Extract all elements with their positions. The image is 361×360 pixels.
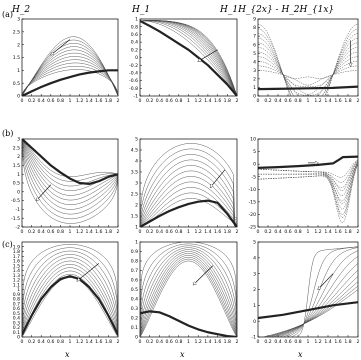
y-tick-label-a2: -0.8 — [129, 86, 138, 92]
row-label-a: (a) — [2, 10, 14, 19]
x-label-col2: x — [180, 350, 185, 359]
panel-grid — [11, 17, 360, 345]
family-curve-b3 — [258, 164, 358, 218]
x-tick-label-c3: 1 — [306, 340, 310, 345]
x-tick-label-b1: 1.8 — [104, 230, 113, 235]
family-curve-a2 — [140, 21, 237, 96]
family-curve-a2 — [140, 21, 237, 96]
family-curve-a3 — [258, 24, 358, 131]
x-tick-label-a3: 1.6 — [334, 99, 342, 104]
y-tick-label-a1: 0.5 — [12, 81, 20, 87]
family-curve-a3 — [258, 71, 358, 86]
col-title-h1: H_1 — [132, 5, 151, 15]
y-tick-label-c1: 1 — [17, 288, 20, 294]
family-curve-c1 — [22, 268, 118, 337]
x-tick-label-c2: 0.8 — [175, 340, 183, 345]
y-tick-label-c2: 0.7 — [130, 269, 138, 275]
trend-arrow-c3 — [318, 274, 333, 290]
x-tick-label-c1: 0.4 — [37, 340, 45, 345]
y-tick-label-c2: 0.8 — [130, 259, 138, 265]
col-title-h2: H_2 — [12, 5, 31, 15]
x-tick-label-c3: 2 — [356, 340, 360, 345]
family-curve-b2 — [140, 143, 237, 227]
panel-a1 — [13, 17, 120, 104]
y-tick-label-a2: -0.4 — [129, 71, 138, 77]
x-tick-label-a3: 0.2 — [264, 99, 272, 104]
y-tick-label-c2: 1 — [135, 240, 138, 246]
family-curve-a2 — [140, 20, 237, 96]
plot-area-b3 — [258, 157, 358, 223]
trend-arrow-b2 — [210, 170, 225, 188]
y-tick-label-c1: 1.5 — [12, 264, 20, 270]
axes-frame-a3 — [258, 19, 358, 96]
y-tick-label-b2: 2.5 — [130, 192, 138, 198]
x-tick-label-b2: 1 — [187, 230, 190, 235]
family-curve-b1 — [22, 139, 118, 195]
x-tick-label-b1: 1.4 — [85, 230, 93, 235]
family-curve-b1 — [22, 139, 118, 181]
y-tick-label-c1: 0.4 — [12, 316, 20, 322]
plot-area-a2 — [140, 20, 237, 96]
y-tick-label-a2: 0.8 — [130, 25, 138, 31]
y-tick-label-a3: 9 — [253, 17, 256, 23]
family-curve-c2 — [140, 250, 237, 337]
x-tick-label-a2: 0.8 — [175, 99, 183, 104]
x-tick-label-c1: 1 — [68, 340, 72, 345]
x-tick-label-b3: 0 — [256, 230, 260, 235]
x-tick-label-a1: 1.8 — [104, 99, 113, 104]
x-tick-label-c2: 0.4 — [155, 340, 164, 345]
x-tick-label-a2: 2 — [235, 99, 239, 104]
x-tick-label-c3: 0 — [256, 340, 260, 345]
x-tick-label-a3: 1 — [306, 99, 310, 104]
x-tick-label-b2: 0 — [138, 230, 142, 235]
y-tick-label-b2: 2 — [135, 203, 138, 209]
y-tick-label-c1: 1.3 — [12, 273, 20, 279]
family-curve-b3 — [258, 163, 358, 214]
y-tick-label-a3: 7 — [253, 34, 256, 40]
y-tick-label-c2: 0.1 — [130, 326, 138, 332]
plot-area-c3 — [258, 247, 358, 342]
y-tick-label-a2: 0.6 — [130, 33, 138, 38]
x-tick-label-a1: 1.6 — [95, 99, 103, 104]
x-tick-label-a1: 1 — [68, 99, 72, 104]
family-curve-b2 — [140, 198, 237, 227]
y-tick-label-c1: 0.6 — [12, 307, 20, 313]
y-tick-label-a3: 0 — [253, 94, 256, 100]
y-tick-label-b2: 1.5 — [130, 214, 138, 220]
y-tick-label-b1: -1 — [15, 208, 20, 213]
y-tick-label-a3: 5 — [253, 51, 256, 57]
plot-area-c1 — [22, 244, 118, 337]
x-tick-label-c2: 1.2 — [194, 340, 202, 345]
x-tick-label-a1: 0.8 — [56, 99, 65, 104]
family-curve-b3 — [258, 160, 358, 183]
x-tick-label-b2: 0.6 — [165, 230, 173, 235]
x-tick-label-b3: 0.4 — [274, 230, 282, 235]
panel-c2 — [131, 240, 239, 345]
row-label-c: (c) — [2, 240, 13, 249]
x-tick-label-c3: 1.8 — [344, 340, 352, 345]
x-tick-label-a3: 0.4 — [274, 99, 282, 104]
x-tick-label-b2: 1.6 — [213, 230, 222, 235]
x-tick-label-a1: 0 — [20, 99, 24, 104]
y-tick-label-c3: 0 — [253, 319, 256, 325]
y-tick-label-c1: 1.8 — [12, 250, 20, 256]
x-tick-label-a3: 2 — [356, 99, 360, 104]
x-tick-label-c1: 1.2 — [75, 340, 84, 345]
y-tick-label-c3: 5 — [253, 240, 256, 246]
y-tick-label-b3: 10 — [250, 137, 256, 143]
y-tick-label-b3: -10 — [248, 187, 256, 193]
x-tick-label-c1: 1.8 — [104, 340, 113, 345]
family-curve-a2 — [140, 20, 237, 96]
plot-area-c2 — [140, 242, 237, 337]
y-tick-label-b3: 0 — [253, 162, 256, 168]
family-curve-b2 — [140, 154, 237, 227]
family-curve-a2 — [140, 21, 237, 96]
x-tick-label-c3: 0.8 — [294, 340, 302, 345]
panel-c3 — [251, 240, 359, 345]
family-curve-c1 — [22, 258, 118, 337]
y-tick-label-a3: 2 — [253, 77, 256, 83]
y-tick-label-b3: -25 — [248, 225, 256, 231]
family-curve-c3 — [258, 290, 358, 338]
x-label-col3: x — [298, 350, 303, 359]
y-tick-label-a3: 6 — [253, 43, 256, 49]
panel-a2 — [129, 17, 239, 104]
x-tick-label-c2: 0.6 — [165, 340, 173, 345]
y-tick-label-a3: 8 — [253, 26, 256, 32]
y-tick-label-b2: 4 — [135, 159, 138, 165]
axes-frame-c3 — [258, 242, 358, 337]
x-tick-label-a2: 0 — [138, 99, 142, 104]
family-curve-c1 — [22, 271, 118, 337]
family-curve-b2 — [140, 160, 237, 227]
family-curve-a2 — [140, 20, 237, 96]
y-tick-label-a2: -0.6 — [129, 79, 138, 85]
x-tick-label-a3: 0.6 — [284, 99, 292, 104]
family-curve-a2 — [140, 21, 237, 96]
y-tick-label-c1: 0.8 — [12, 297, 20, 303]
y-tick-label-c1: 1.1 — [12, 283, 20, 289]
x-tick-label-a3: 1.2 — [314, 99, 322, 104]
y-tick-label-b3: -20 — [248, 213, 256, 219]
y-tick-label-a1: 1 — [17, 68, 20, 74]
y-tick-label-a1: 0 — [17, 94, 20, 100]
y-tick-label-b1: -0.5 — [11, 199, 20, 205]
y-tick-label-c2: 0.4 — [130, 297, 138, 303]
y-tick-label-b3: 5 — [253, 150, 256, 156]
y-tick-label-c2: 0.9 — [130, 250, 138, 256]
x-tick-label-b1: 1.6 — [95, 230, 103, 235]
x-tick-label-b3: 0.8 — [294, 230, 302, 235]
y-tick-label-c2: 0 — [135, 335, 138, 341]
family-curve-c2 — [140, 246, 237, 337]
axes-frame-c1 — [22, 242, 118, 337]
panel-c1 — [13, 242, 120, 345]
axes-frame-a2 — [140, 19, 237, 96]
x-tick-label-c2: 1.6 — [213, 340, 222, 345]
y-tick-label-c1: 1.2 — [12, 278, 20, 284]
x-tick-label-c3: 1.4 — [324, 340, 332, 345]
x-tick-label-c1: 1.4 — [85, 340, 93, 345]
family-curve-b1 — [22, 139, 118, 177]
family-curve-c2 — [140, 252, 237, 338]
x-tick-label-b1: 2 — [116, 230, 120, 235]
family-curve-b3 — [258, 163, 358, 210]
x-tick-label-a1: 2 — [116, 99, 120, 104]
y-tick-label-a2: -0.2 — [129, 63, 138, 69]
y-tick-label-c1: 0.1 — [12, 330, 20, 336]
x-tick-label-b1: 0.4 — [37, 230, 45, 235]
x-tick-label-c3: 1.6 — [334, 340, 342, 345]
x-tick-label-a1: 0.4 — [37, 99, 45, 104]
x-tick-label-c2: 1 — [187, 340, 190, 345]
y-tick-label-c2: 0.6 — [130, 278, 138, 284]
x-tick-label-a2: 1.6 — [213, 99, 222, 104]
y-tick-label-b2: 4.5 — [130, 148, 138, 154]
y-tick-label-b1: 1 — [17, 172, 20, 178]
x-tick-label-b2: 0.4 — [155, 230, 164, 235]
x-tick-label-a2: 1.8 — [223, 99, 231, 104]
x-tick-label-a1: 0.2 — [27, 99, 36, 104]
x-tick-label-a3: 1.8 — [344, 99, 352, 104]
y-tick-label-b1: 1.5 — [12, 164, 20, 169]
family-curve-a2 — [140, 21, 237, 96]
y-tick-label-b2: 3.5 — [130, 170, 138, 176]
y-tick-label-c1: 1.9 — [12, 245, 20, 251]
family-curve-a2 — [140, 21, 237, 96]
plot-area-b2 — [140, 143, 237, 227]
x-tick-label-b3: 1.4 — [324, 230, 332, 235]
x-tick-label-b3: 2 — [356, 230, 360, 235]
y-tick-label-c1: 1.7 — [12, 254, 20, 260]
x-tick-label-b1: 0.6 — [47, 230, 55, 235]
y-tick-label-a1: 2 — [17, 43, 20, 49]
y-tick-label-c3: 3 — [253, 272, 256, 278]
col-title-product: H_1H_{2x} - H_2H_{1x} — [220, 5, 335, 15]
x-tick-label-c3: 0.6 — [284, 340, 292, 345]
bold-series-a2 — [140, 21, 237, 96]
x-tick-label-c3: 1.2 — [314, 340, 322, 345]
y-tick-label-b1: 2.5 — [12, 146, 20, 152]
panel-b1 — [11, 137, 120, 235]
x-tick-label-a3: 0 — [256, 99, 260, 104]
x-tick-label-a2: 1.2 — [194, 99, 202, 104]
family-curve-b3 — [258, 162, 358, 204]
row-label-b: (b) — [2, 129, 14, 138]
family-curve-c1 — [22, 251, 118, 337]
family-curve-a3 — [258, 34, 358, 123]
x-tick-label-c3: 0.2 — [264, 340, 272, 345]
panel-b2 — [131, 137, 239, 235]
x-tick-label-a2: 0.6 — [165, 99, 173, 104]
y-tick-label-c1: 1.4 — [12, 269, 20, 275]
y-tick-label-c1: 0.9 — [12, 292, 20, 298]
x-tick-label-c1: 0 — [20, 340, 24, 345]
plot-area-b1 — [22, 139, 118, 223]
trend-arrow-c2 — [193, 266, 212, 285]
y-tick-label-a3: 1 — [253, 86, 256, 92]
family-curve-c3 — [258, 256, 358, 341]
y-tick-label-c1: 1.6 — [12, 259, 20, 265]
x-tick-label-c1: 1.6 — [95, 340, 103, 345]
x-tick-label-b1: 1 — [68, 230, 72, 235]
family-curve-b3 — [258, 164, 358, 223]
x-tick-label-b3: 0.2 — [264, 230, 272, 235]
y-tick-label-c2: 0.5 — [130, 288, 138, 294]
plot-area-a1 — [22, 37, 118, 96]
panel-a3 — [253, 17, 359, 132]
x-tick-label-c1: 2 — [116, 340, 120, 345]
x-tick-label-b3: 1.8 — [344, 230, 352, 235]
x-tick-label-b2: 2 — [235, 230, 239, 235]
y-tick-label-b2: 3 — [135, 181, 138, 187]
axes-frame-b3 — [258, 139, 358, 227]
family-curve-c2 — [140, 242, 237, 337]
x-tick-label-a1: 0.6 — [47, 99, 55, 104]
y-tick-label-a1: 3 — [17, 17, 20, 23]
y-tick-label-c1: 0.2 — [12, 326, 20, 332]
bold-series-b3 — [258, 157, 358, 168]
x-tick-label-b2: 0.2 — [146, 230, 154, 235]
x-tick-label-b3: 1.2 — [314, 230, 322, 235]
y-tick-label-a1: 2.5 — [12, 30, 20, 36]
bold-series-b1 — [22, 139, 118, 184]
x-tick-label-b2: 1.4 — [204, 230, 212, 235]
bold-series-a3 — [258, 87, 358, 90]
x-tick-label-b2: 0.8 — [175, 230, 183, 235]
x-tick-label-a1: 1.2 — [75, 99, 84, 104]
y-tick-label-c1: 0.7 — [12, 302, 20, 308]
bold-series-c3 — [258, 302, 358, 318]
y-tick-label-c3: 2 — [253, 288, 256, 294]
x-tick-label-a2: 1 — [187, 99, 190, 104]
x-tick-label-c3: 0.4 — [274, 340, 282, 345]
x-tick-label-b2: 1.8 — [223, 230, 231, 235]
y-tick-label-a3: 4 — [253, 60, 256, 66]
x-tick-label-b3: 1.6 — [334, 230, 342, 235]
y-tick-label-c3: -1 — [251, 335, 256, 341]
y-tick-label-a1: 1.5 — [12, 56, 20, 62]
y-tick-label-a2: 1 — [135, 17, 138, 23]
family-curve-c3 — [258, 263, 358, 340]
y-tick-label-c3: 1 — [253, 303, 256, 309]
x-tick-label-b1: 0 — [20, 230, 24, 235]
x-tick-label-c2: 2 — [235, 340, 239, 345]
y-tick-label-a2: 0 — [135, 56, 138, 62]
y-tick-label-b1: 3 — [17, 137, 20, 143]
y-tick-label-b1: 0 — [17, 190, 20, 196]
family-curve-a2 — [140, 20, 237, 96]
y-tick-label-b1: 2 — [17, 155, 20, 161]
y-tick-label-b3: -15 — [248, 200, 256, 206]
family-curve-a2 — [140, 21, 237, 96]
x-tick-label-a3: 0.8 — [294, 99, 302, 104]
x-tick-label-a2: 0.4 — [155, 99, 164, 104]
x-tick-label-a1: 1.4 — [85, 99, 93, 104]
x-tick-label-b1: 1.2 — [75, 230, 84, 235]
axes-frame-c2 — [140, 242, 237, 337]
x-tick-label-c2: 1.8 — [223, 340, 231, 345]
x-tick-label-c2: 1.4 — [204, 340, 212, 345]
x-tick-label-a3: 1.4 — [324, 99, 332, 104]
x-tick-label-c1: 0.2 — [27, 340, 36, 345]
x-tick-label-c2: 0 — [138, 340, 142, 345]
x-tick-label-c1: 0.6 — [47, 340, 55, 345]
y-tick-label-b1: -2 — [15, 225, 20, 231]
y-tick-label-a2: 0.4 — [130, 40, 138, 46]
y-tick-label-c2: 0.3 — [130, 307, 138, 313]
y-tick-label-b1: -1.5 — [11, 216, 20, 222]
y-tick-label-b1: 0.5 — [12, 181, 20, 187]
x-tick-label-c2: 0.2 — [146, 340, 154, 345]
y-tick-label-c2: 0.2 — [130, 316, 138, 322]
axes-frame-a1 — [22, 19, 118, 96]
y-tick-label-c1: 0 — [17, 335, 20, 341]
x-tick-label-b3: 1 — [306, 230, 310, 235]
y-tick-label-c3: 4 — [253, 256, 256, 262]
y-tick-label-a3: 3 — [253, 68, 256, 74]
x-tick-label-b2: 1.2 — [194, 230, 202, 235]
y-tick-label-c1: 0.5 — [12, 311, 20, 317]
y-tick-label-b2: 1 — [135, 225, 138, 231]
panel-b3 — [248, 137, 359, 235]
y-tick-label-c1: 0.3 — [12, 321, 20, 327]
x-label-col1: x — [65, 350, 70, 359]
x-tick-label-c1: 0.8 — [56, 340, 65, 345]
x-tick-label-a2: 0.2 — [146, 99, 154, 104]
y-tick-label-b3: -5 — [251, 175, 256, 181]
plot-area-a3 — [258, 24, 358, 131]
x-tick-label-b1: 0.8 — [56, 230, 65, 235]
y-tick-label-a2: 0.2 — [130, 48, 138, 54]
x-tick-label-a2: 1.4 — [204, 99, 212, 104]
x-tick-label-b3: 0.6 — [284, 230, 292, 235]
y-tick-label-b2: 5 — [135, 137, 138, 143]
x-tick-label-b1: 0.2 — [27, 230, 36, 235]
bold-series-c2 — [140, 311, 237, 337]
y-tick-label-a2: -1 — [133, 94, 138, 100]
